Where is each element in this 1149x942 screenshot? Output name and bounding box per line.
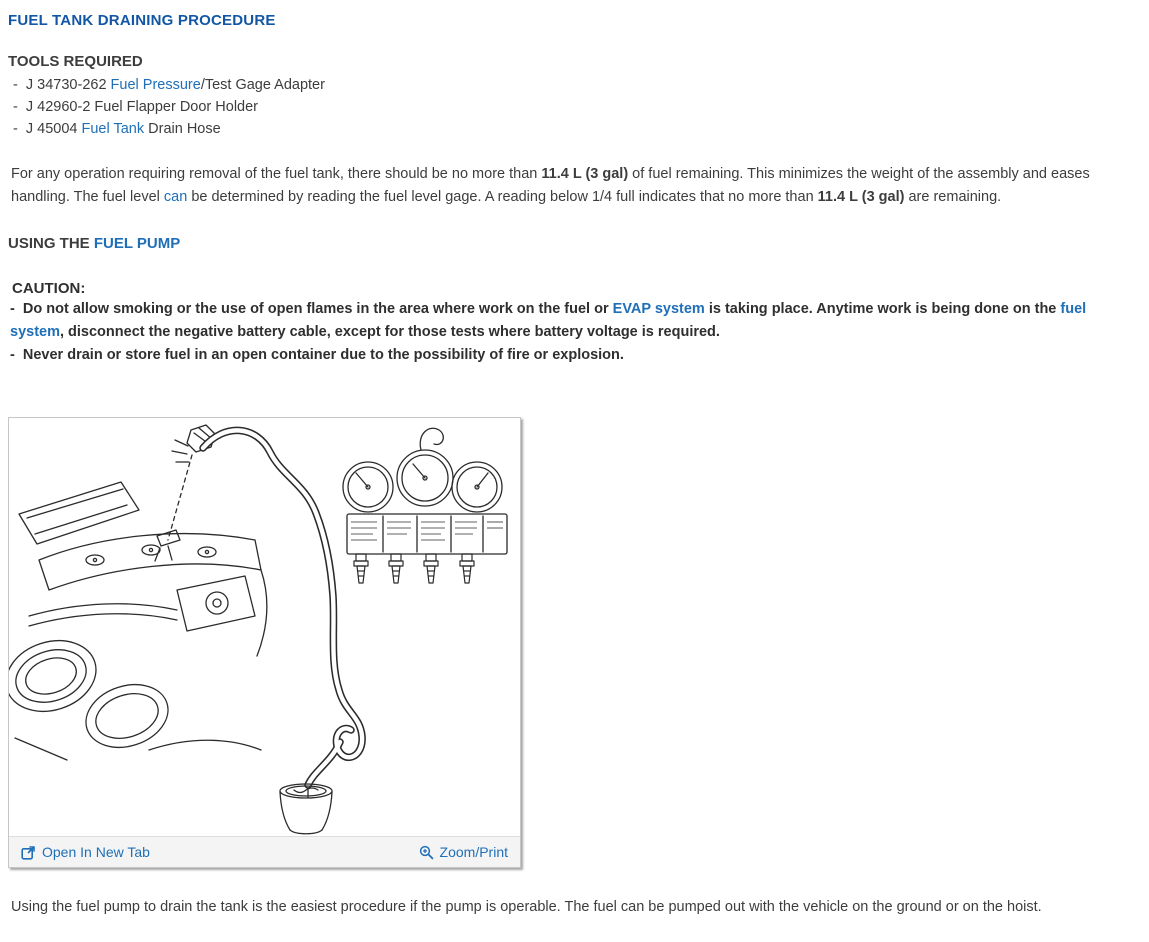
tool-item-drain-hose: [8, 118, 325, 140]
tools-list: [8, 74, 325, 140]
figure-fuel-pump-diagram: [8, 417, 521, 868]
inline-link[interactable]: Fuel Tank: [81, 121, 145, 137]
closing-paragraph: [8, 896, 1147, 919]
text-segment: are remaining.: [904, 189, 1002, 205]
tool-item-door-holder: [8, 96, 325, 118]
inline-link[interactable]: fuel system: [10, 301, 1091, 340]
text-segment: - J 45004: [13, 121, 82, 137]
caution-list: [8, 298, 1140, 367]
inline-link[interactable]: FUEL PUMP: [93, 235, 181, 252]
open-in-new-tab-link[interactable]: [21, 844, 150, 860]
tool-item-gage-adapter: [8, 74, 325, 96]
engine-gage-line-art: [9, 418, 520, 836]
open-in-new-tab-icon: [21, 845, 36, 860]
zoom-magnifier-icon: [419, 845, 434, 860]
inline-link[interactable]: can: [163, 189, 188, 205]
figure-footer-bar: [9, 836, 520, 867]
text-segment: - J 42960-2 Fuel Flapper Door Holder: [13, 99, 259, 115]
zoom-print-label: Zoom/Print: [439, 844, 508, 860]
caution-item-no-open-container: [10, 344, 1140, 367]
text-segment: be determined by reading the fuel level gage. A reading below 1/4 full indicates that no more than: [187, 189, 818, 205]
text-segment: 11.4 L (3 gal): [817, 189, 905, 205]
zoom-print-link[interactable]: [419, 844, 508, 860]
text-segment: Drain Hose: [144, 121, 221, 137]
text-segment: For any operation requiring removal of the fuel tank, there should be no more than: [11, 166, 542, 182]
text-segment: /Test Gage Adapter: [200, 77, 325, 93]
intro-paragraph: [8, 163, 1147, 209]
caution-label: CAUTION:: [12, 280, 86, 297]
text-segment: - Do not allow smoking or the use of open flames in the area where work on the fuel or: [10, 301, 613, 317]
text-segment: of fuel remaining. This minimizes the weight of the assembly and eases handling. The fuel level: [11, 166, 1094, 205]
text-segment: is taking place. Anytime work is being done on the: [704, 301, 1061, 317]
text-segment: 11.4 L (3 gal): [541, 166, 629, 182]
page-title: FUEL TANK DRAINING PROCEDURE: [8, 12, 276, 29]
text-segment: , disconnect the negative battery cable, except for those tests where battery voltage is required.: [59, 324, 720, 340]
text-segment: - Never drain or store fuel in an open container due to the possibility of fire or explosion.: [10, 347, 624, 363]
inline-link[interactable]: Fuel Pressure: [110, 77, 201, 93]
using-fuel-pump-heading: [8, 235, 180, 252]
figure-drawing: [9, 418, 520, 836]
text-segment: - J 34730-262: [13, 77, 111, 93]
text-segment: USING THE: [8, 235, 94, 252]
caution-item-no-smoking: [10, 298, 1140, 344]
text-segment: Using the fuel pump to drain the tank is the easiest procedure if the pump is operable. The fuel can be pumped out with the vehicle on the ground or on the hoist.: [11, 899, 1042, 915]
open-in-new-tab-label: Open In New Tab: [42, 844, 150, 860]
inline-link[interactable]: EVAP system: [612, 301, 705, 317]
tools-required-heading: TOOLS REQUIRED: [8, 53, 143, 70]
